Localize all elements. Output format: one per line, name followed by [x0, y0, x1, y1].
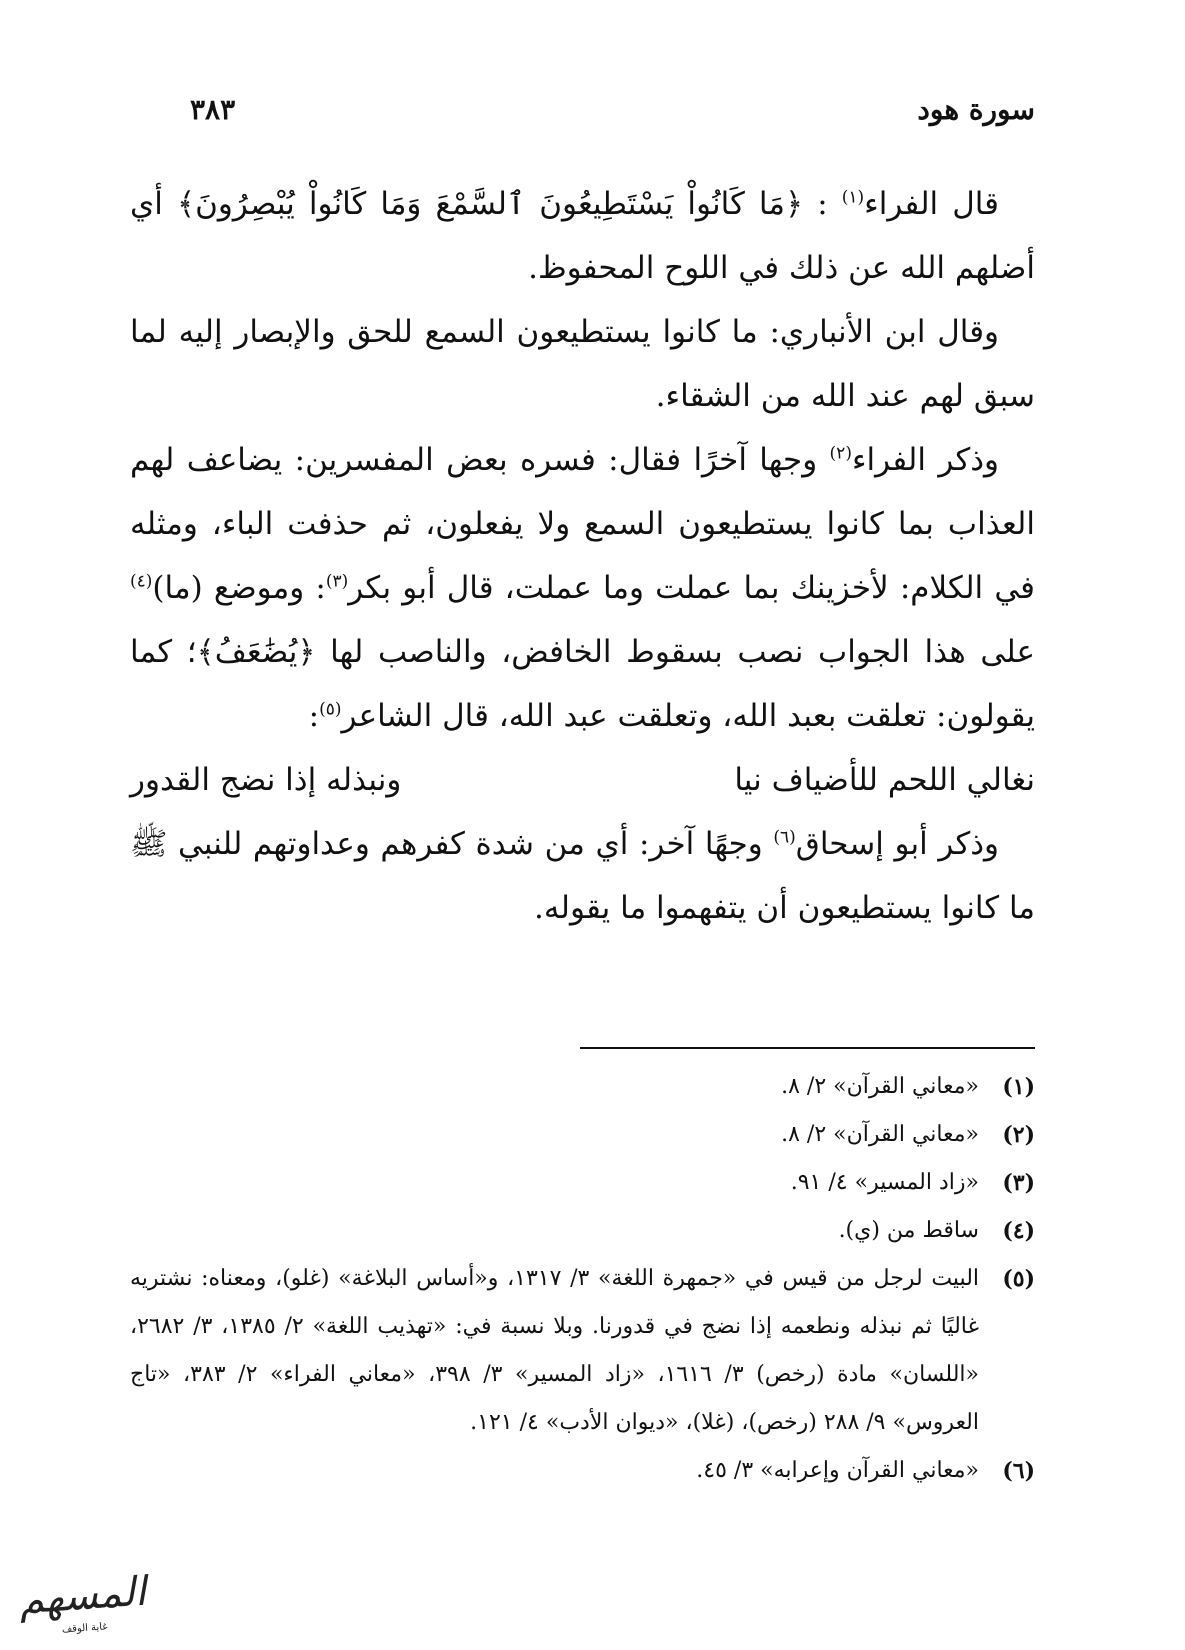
page-header: [190, 84, 1035, 134]
paragraph-1: قال الفراء$^{(١)}$ : ﴿مَا كَانُواْ يَسْتَطِيعُونَ ٱلسَّمْعَ وَمَا كَانُواْ يُبْصِرُونَ﴾ أي أضلهم الله عن ذلك في اللوح المحفوظ.: [130, 186, 1035, 286]
footnote-ref-6[interactable]: (٦): [773, 827, 796, 848]
publisher-logo: المسهم غاية الوقف: [17, 1568, 148, 1636]
footnote-item: (٤) ساقط من (ي).: [838, 1218, 1035, 1244]
poem-verse: [130, 748, 1035, 812]
footnote-ref-5[interactable]: (٥): [319, 699, 342, 720]
footnote-item: (٥) البيت لرجل من قيس في «جمهرة اللغة» ٣/ ١٣١٧، و«أساس البلاغة» (غلو)، ومعناه: نشتريه غاليًا ثم نبذله ونطعمه إذا نضج في قدورنا. وبلا نسبة في: «تهذيب اللغة» ٢/ ١٣٨٥، ٣/ ٢٦٨٢، «اللسان» مادة (رخص) ٣/ ١٦١٦، «زاد المسير» ٣/ ٣٩٨، «معاني الفراء» ٢/ ٣٨٣، «تاج العروس» ٩/ ٢٨٨ (رخص)، (غلا)، «ديوان الأدب» ٤/ ١٢١.: [130, 1266, 1035, 1435]
quran-verse: ﴿مَا كَانُواْ يَسْتَطِيعُونَ ٱلسَّمْعَ وَمَا كَانُواْ يُبْصِرُونَ﴾: [176, 186, 804, 222]
footnote-item: (٢) «معاني القرآن» ٢/ ٨.: [781, 1122, 1035, 1148]
footnote-ref-2[interactable]: (٢): [829, 443, 852, 464]
poem-hemistich-right: نغالي اللحم للأضياف نيا: [734, 762, 1035, 798]
footnote-item: (١) «معاني القرآن» ٢/ ٨.: [781, 1074, 1035, 1100]
footnotes: [130, 1063, 1035, 1495]
poem-hemistich-left: ونبذله إذا نضج القدور: [130, 762, 402, 798]
footnote-item: (٣) «زاد المسير» ٤/ ٩١.: [790, 1170, 1035, 1196]
main-text: [130, 172, 1035, 940]
paragraph-3: وذكر الفراء$^{(٢)}$ وجها آخرًا فقال: فسره بعض المفسرين: يضاعف لهم العذاب بما كانوا يستطيعون السمع ولا يفعلون، ثم حذفت الباء، ومثله في الكلام: لأخزينك بما عملت وما عملت، قال أبو بكر$^{(٣)}$: وموضع (ما)$^{(٤)}$ على هذا الجواب نصب بسقوط الخافض، والناصب لها ﴿يُضَٰعَفُ﴾؛ كما يقولون: تعلقت بعبد الله، وتعلقت عبد الله، قال الشاعر$^{(٥)}$:: [130, 442, 1035, 734]
paragraph-2: وقال ابن الأنباري: ما كانوا يستطيعون السمع للحق والإبصار إليه لما سبق لهم عند الله من الشقاء.: [130, 314, 1035, 414]
footnote-item: (٦) «معاني القرآن وإعرابه» ٣/ ٤٥.: [696, 1458, 1035, 1484]
footnote-ref-1[interactable]: (١): [841, 187, 865, 208]
quran-word: ﴿يُضَٰعَفُ﴾: [196, 634, 316, 670]
page-number: ٣٨٣: [190, 92, 236, 126]
footnote-divider: [580, 1047, 1035, 1049]
footnote-ref-4[interactable]: (٤): [130, 571, 153, 592]
surah-title: سورة هود: [917, 92, 1035, 126]
footnote-ref-3[interactable]: (٣): [325, 571, 349, 592]
paragraph-4: وذكر أبو إسحاق$^{(٦)}$ وجهًا آخر: أي من شدة كفرهم وعداوتهم للنبي ﷺ ما كانوا يستطيعون أن يتفهموا ما يقوله.: [130, 826, 1035, 926]
